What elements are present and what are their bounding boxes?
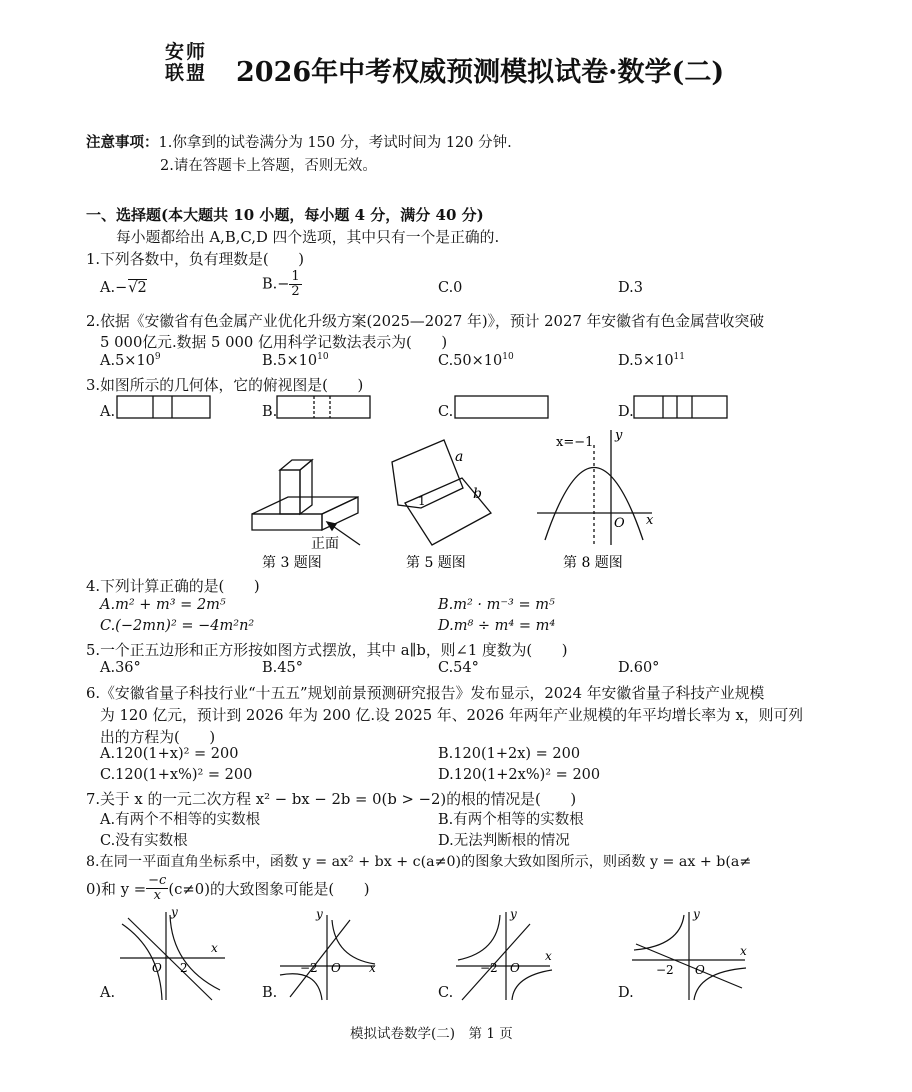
notice-item2: 2.请在答题卡上答题，否则无效。 bbox=[160, 158, 377, 174]
q8-line2-post: (c≠0)的大致图象可能是( ) bbox=[168, 881, 370, 898]
q2-c-text: C.50×10 bbox=[438, 352, 503, 369]
section-heading: 一、选择题(本大题共 10 小题，每小题 4 分，满分 40 分) bbox=[86, 206, 484, 224]
q8b-origin: O bbox=[331, 961, 341, 975]
q6-option-a: A.120(1+x)² = 200 bbox=[100, 746, 239, 762]
q8a-origin: O bbox=[152, 961, 162, 975]
q8-option-c: C. bbox=[438, 985, 454, 1001]
fig5-angle-label: 1 bbox=[418, 494, 426, 508]
q8a-y-label: y bbox=[171, 905, 178, 919]
q6-option-b: B.120(1+2x) = 200 bbox=[438, 746, 581, 762]
q8b-tick: −2 bbox=[300, 961, 318, 975]
page-title: 2026年中考权威预测模拟试卷·数学(二) bbox=[236, 57, 725, 88]
q4-option-c: C.(−2mn)² = −4m²n² bbox=[100, 618, 255, 634]
q7-option-a: A.有两个不相等的实数根 bbox=[100, 812, 261, 828]
q7-stem: 7.关于 x 的一元二次方程 x² − bx − 2b = 0(b > −2)的根的情况是( ) bbox=[86, 791, 577, 808]
q8a-x-label: x bbox=[211, 941, 218, 955]
logo-line1: 安师 bbox=[165, 41, 208, 63]
q7-option-c: C.没有实数根 bbox=[100, 833, 188, 849]
q8-frac-den: x bbox=[153, 888, 161, 903]
fig5-caption: 第 5 题图 bbox=[406, 555, 466, 571]
fig8-caption: 第 8 题图 bbox=[563, 555, 623, 571]
notice-item1: 1.你拿到的试卷满分为 150 分，考试时间为 120 分钟. bbox=[158, 135, 512, 151]
fig3-caption: 第 3 题图 bbox=[262, 555, 322, 571]
q8c-origin: O bbox=[510, 961, 520, 975]
q5-option-a: A.36° bbox=[100, 660, 141, 676]
q1-b-prefix: B.− bbox=[262, 276, 290, 293]
q2-d-text: D.5×10 bbox=[618, 352, 674, 369]
q3-stem: 3.如图所示的几何体，它的俯视图是( ) bbox=[86, 377, 364, 394]
q4-stem: 4.下列计算正确的是( ) bbox=[86, 578, 260, 595]
q1-a-prefix: A.− bbox=[100, 280, 128, 296]
q7-option-d: D.无法判断根的情况 bbox=[438, 833, 570, 849]
fig8-origin: O bbox=[614, 516, 625, 531]
q8b-y-label: y bbox=[316, 907, 323, 921]
q6-option-d: D.120(1+2x%)² = 200 bbox=[438, 767, 601, 783]
q6-line1: 6.《安徽省量子科技行业“十五五”规划前景预测研究报告》发布显示，2024 年安徽省量子科技产业规模 bbox=[86, 685, 765, 702]
q5-option-c: C.54° bbox=[438, 660, 479, 676]
logo-line2: 联盟 bbox=[165, 62, 208, 84]
q5-option-b: B.45° bbox=[262, 660, 303, 676]
fig5-label-a: a bbox=[455, 449, 464, 465]
q8d-x-label: x bbox=[740, 944, 747, 958]
q8c-x-label: x bbox=[545, 949, 552, 963]
q8a-tick: 2 bbox=[180, 961, 188, 975]
q8b-x-label: x bbox=[369, 961, 376, 975]
q3-option-c: C. bbox=[438, 404, 454, 420]
q2-b-text: B.5×10 bbox=[262, 352, 318, 369]
q1-b-num: 1 bbox=[291, 269, 300, 284]
q8b-hyperbola-right bbox=[332, 920, 375, 964]
q1-option-d: D.3 bbox=[618, 280, 643, 296]
q1-a-radical: √2 bbox=[128, 280, 147, 296]
q1-a-rad: 2 bbox=[137, 280, 147, 296]
q8c-hyperbola-left bbox=[458, 915, 500, 960]
fig8-x-label: x bbox=[646, 513, 654, 528]
q2-b-exp: 10 bbox=[317, 352, 329, 362]
q8d-tick: −2 bbox=[656, 963, 674, 977]
fig8-axis-label: x=−1 bbox=[556, 435, 594, 450]
q4-option-b: B.m² · m⁻³ = m⁵ bbox=[438, 597, 555, 613]
fig5-label-b: b bbox=[473, 486, 482, 502]
q1-stem: 1.下列各数中，负有理数是( ) bbox=[86, 251, 305, 268]
notice-label: 注意事项： bbox=[86, 134, 159, 151]
q4-option-a: A.m² + m³ = 2m⁵ bbox=[100, 597, 226, 613]
q2-d-exp: 11 bbox=[673, 352, 685, 362]
q2-a-exp: 9 bbox=[154, 352, 161, 362]
q8b-line bbox=[290, 920, 350, 997]
q3-option-a: A. bbox=[100, 404, 116, 420]
q5-option-d: D.60° bbox=[618, 660, 660, 676]
q1-option-c: C.0 bbox=[438, 280, 463, 296]
q8-option-b: B. bbox=[262, 985, 278, 1001]
q8-line1: 8.在同一平面直角坐标系中，函数 y = ax² + bx + c(a≠0)的图象大致如图所示，则函数 y = ax + b(a≠ bbox=[86, 854, 752, 870]
q8-frac-num: −c bbox=[148, 873, 167, 888]
fig8-y-label: y bbox=[615, 428, 623, 443]
q8-option-d: D. bbox=[618, 985, 634, 1001]
q3-option-d: D. bbox=[618, 404, 634, 420]
q8-option-a: A. bbox=[100, 985, 116, 1001]
q2-line2: 5 000亿元.数据 5 000 亿用科学记数法表示为( ) bbox=[100, 334, 448, 351]
q4-option-d: D.m⁸ ÷ m⁴ = m⁴ bbox=[438, 618, 556, 634]
section-intro: 每小题都给出 A,B,C,D 四个选项，其中只有一个是正确的. bbox=[116, 229, 500, 246]
q2-c-exp: 10 bbox=[502, 352, 514, 362]
q3-option-b: B. bbox=[262, 404, 278, 420]
q8c-tick: −2 bbox=[480, 961, 498, 975]
q8d-origin: O bbox=[695, 963, 705, 977]
q6-option-c: C.120(1+x%)² = 200 bbox=[100, 767, 253, 783]
q8b-hyperbola-left bbox=[280, 974, 322, 1000]
q6-line3: 出的方程为( ) bbox=[100, 729, 216, 746]
page-footer: 模拟试卷数学(二) 第 1 页 bbox=[350, 1026, 513, 1042]
q5-stem: 5.一个正五边形和正方形按如图方式摆放，其中 a∥b，则∠1 度数为( ) bbox=[86, 642, 568, 659]
q8-line2-pre: 0)和 y = bbox=[86, 881, 147, 898]
q1-b-den: 2 bbox=[291, 284, 300, 299]
q2-a-text: A.5×10 bbox=[100, 352, 155, 369]
q2-line1: 2.依据《安徽省有色金属产业优化升级方案(2025—2027 年)》，预计 2027 年安徽省有色金属营收突破 bbox=[86, 313, 765, 330]
q7-option-b: B.有两个相等的实数根 bbox=[438, 812, 584, 828]
q8d-y-label: y bbox=[693, 907, 700, 921]
q8d-hyperbola-left bbox=[634, 915, 684, 950]
q6-line2: 为 120 亿元，预计到 2026 年为 200 亿.设 2025 年、2026 年两年产业规模的年平均增长率为 x，则可列 bbox=[100, 707, 804, 724]
q8c-y-label: y bbox=[510, 907, 517, 921]
fig3-front-label: 正面 bbox=[311, 536, 339, 552]
q8a-line bbox=[128, 918, 212, 1000]
